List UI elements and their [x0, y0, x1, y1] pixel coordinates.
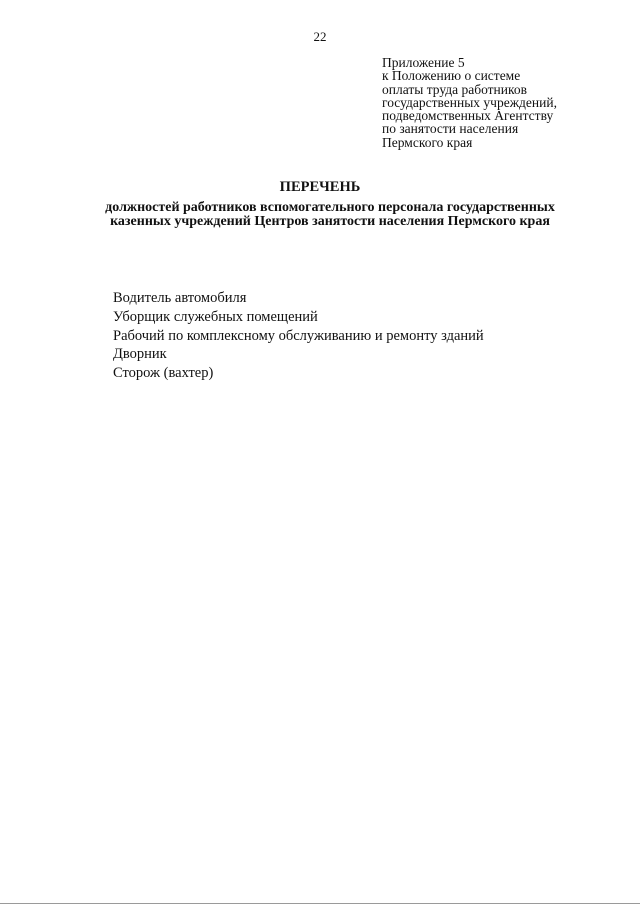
appendix-line: государственных учреждений,: [382, 94, 557, 110]
list-item: Водитель автомобиля: [113, 290, 247, 306]
appendix-block: [382, 56, 632, 149]
page-number: 22: [313, 29, 327, 44]
positions-list: [113, 289, 613, 383]
appendix-line: подведомственных Агентству: [382, 108, 554, 124]
list-item: Рабочий по комплексному обслуживанию и ремонту зданий: [113, 327, 484, 344]
document-title: ПЕРЕЧЕНЬ: [279, 179, 361, 195]
document-subtitle: [40, 201, 620, 229]
list-item: Дворник: [113, 346, 167, 363]
appendix-line: Пермского края: [382, 134, 473, 150]
appendix-line: Приложение 5: [382, 55, 465, 70]
list-item: Сторож (вахтер): [113, 365, 214, 382]
appendix-line: оплаты труда работников: [382, 81, 527, 97]
subtitle-line: казенных учреждений Центров занятости населения Пермского края: [110, 214, 550, 229]
list-item: Уборщик служебных помещений: [113, 308, 318, 325]
scan-edge-line: [0, 903, 640, 904]
subtitle-line: должностей работников вспомогательного персонала государственных: [105, 200, 555, 215]
appendix-line: к Положению о системе: [382, 68, 521, 84]
appendix-line: по занятости населения: [382, 121, 519, 137]
